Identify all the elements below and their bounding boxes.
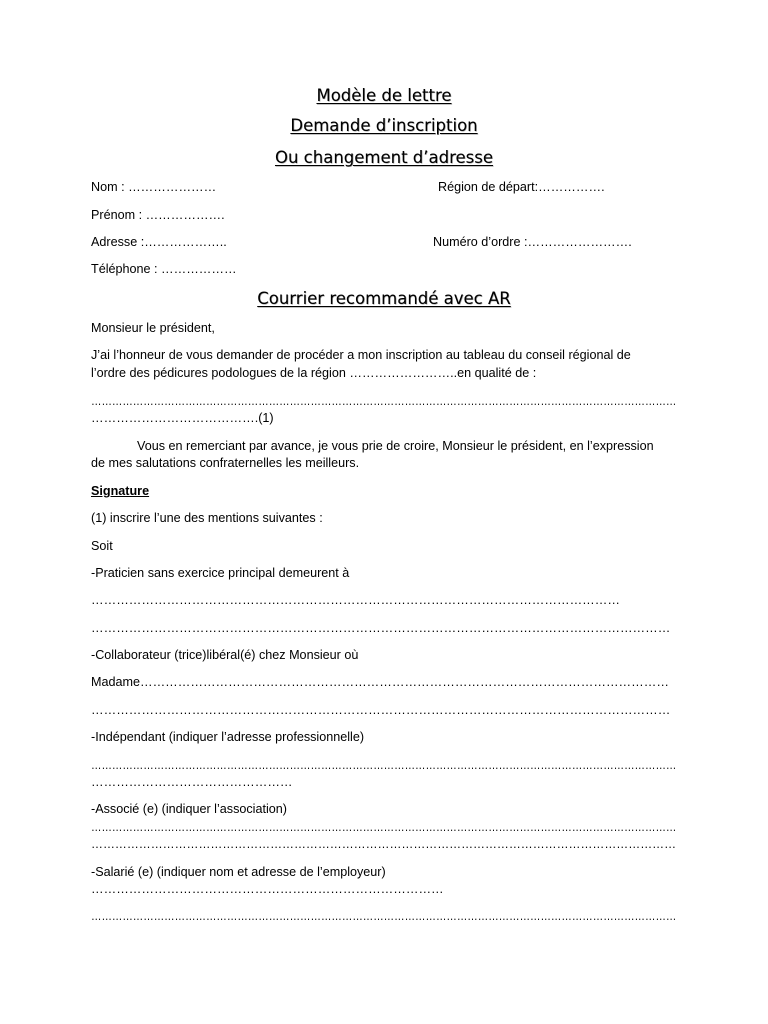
field-prenom: Prénom : ………………. — [91, 208, 225, 222]
mention-independant: -Indépendant (indiquer l’adresse professionnelle) — [91, 730, 365, 744]
dotted-line: …………………………………………………………………………………………………………………………………………………… — [91, 394, 677, 408]
field-region: Région de départ:……………. — [438, 180, 605, 194]
dotted-line: …………………………………………………………………………………………………………………………………………………… — [91, 820, 677, 834]
dotted-line-footnote: ………………………………….(1) — [91, 411, 274, 425]
dotted-line: ………………………………………………………………………………………………………………………… — [91, 703, 671, 717]
field-nom: Nom : ………………… — [91, 180, 217, 194]
title-courrier-recommande: Courrier recommandé avec AR — [257, 289, 511, 308]
dotted-line: ………………………………………… — [91, 775, 293, 789]
paragraph-closing-line1: Vous en remerciant par avance, je vous prie de croire, Monsieur le président, en l’expression — [137, 439, 654, 453]
dotted-line: …………………………………………………………………………………………………………………………………………………… — [91, 758, 677, 772]
title-modele: Modèle de lettre — [316, 86, 452, 105]
mention-collaborateur: -Collaborateur (trice)libéral(é) chez Monsieur où — [91, 648, 359, 662]
dotted-line: …………………………………………………………………………………………………………………………………………………… — [91, 909, 677, 923]
field-numero-ordre: Numéro d’ordre :……………………. — [433, 235, 632, 249]
mentions-soit: Soit — [91, 539, 113, 553]
title-changement: Ou changement d’adresse — [274, 148, 494, 167]
mention-praticien: -Praticien sans exercice principal demeurent à — [91, 566, 350, 580]
title-demande: Demande d’inscription — [290, 116, 478, 135]
dotted-line: ………………………………………………………………………… — [91, 882, 444, 896]
mention-salarie: -Salarié (e) (indiquer nom et adresse de l’employeur) — [91, 865, 386, 879]
salutation: Monsieur le président, — [91, 321, 215, 335]
paragraph-request-line1: J’ai l’honneur de vous demander de procéder a mon inscription au tableau du conseil régional de — [91, 348, 631, 362]
signature-label: Signature — [91, 484, 150, 498]
field-adresse: Adresse :……………….. — [91, 235, 227, 249]
dotted-line: ……………………………………………………………………………………………………………… — [91, 593, 620, 607]
paragraph-closing-line2: de mes salutations confraternelles les meilleurs. — [91, 456, 360, 470]
paragraph-request-line2: l’ordre des pédicures podologues de la région ……………………..en qualité de : — [91, 366, 537, 380]
field-telephone: Téléphone : ……………… — [91, 262, 237, 276]
dotted-line: ………………………………………………………………………………………………………………………………… — [91, 837, 677, 851]
mentions-intro: (1) inscrire l’une des mentions suivantes : — [91, 511, 323, 525]
dotted-line: ………………………………………………………………………………………………………………………… — [91, 621, 671, 635]
mention-madame: Madame……………………………………………………………………………………………………………… — [91, 675, 669, 689]
mention-associe: -Associé (e) (indiquer l’association) — [91, 802, 287, 816]
